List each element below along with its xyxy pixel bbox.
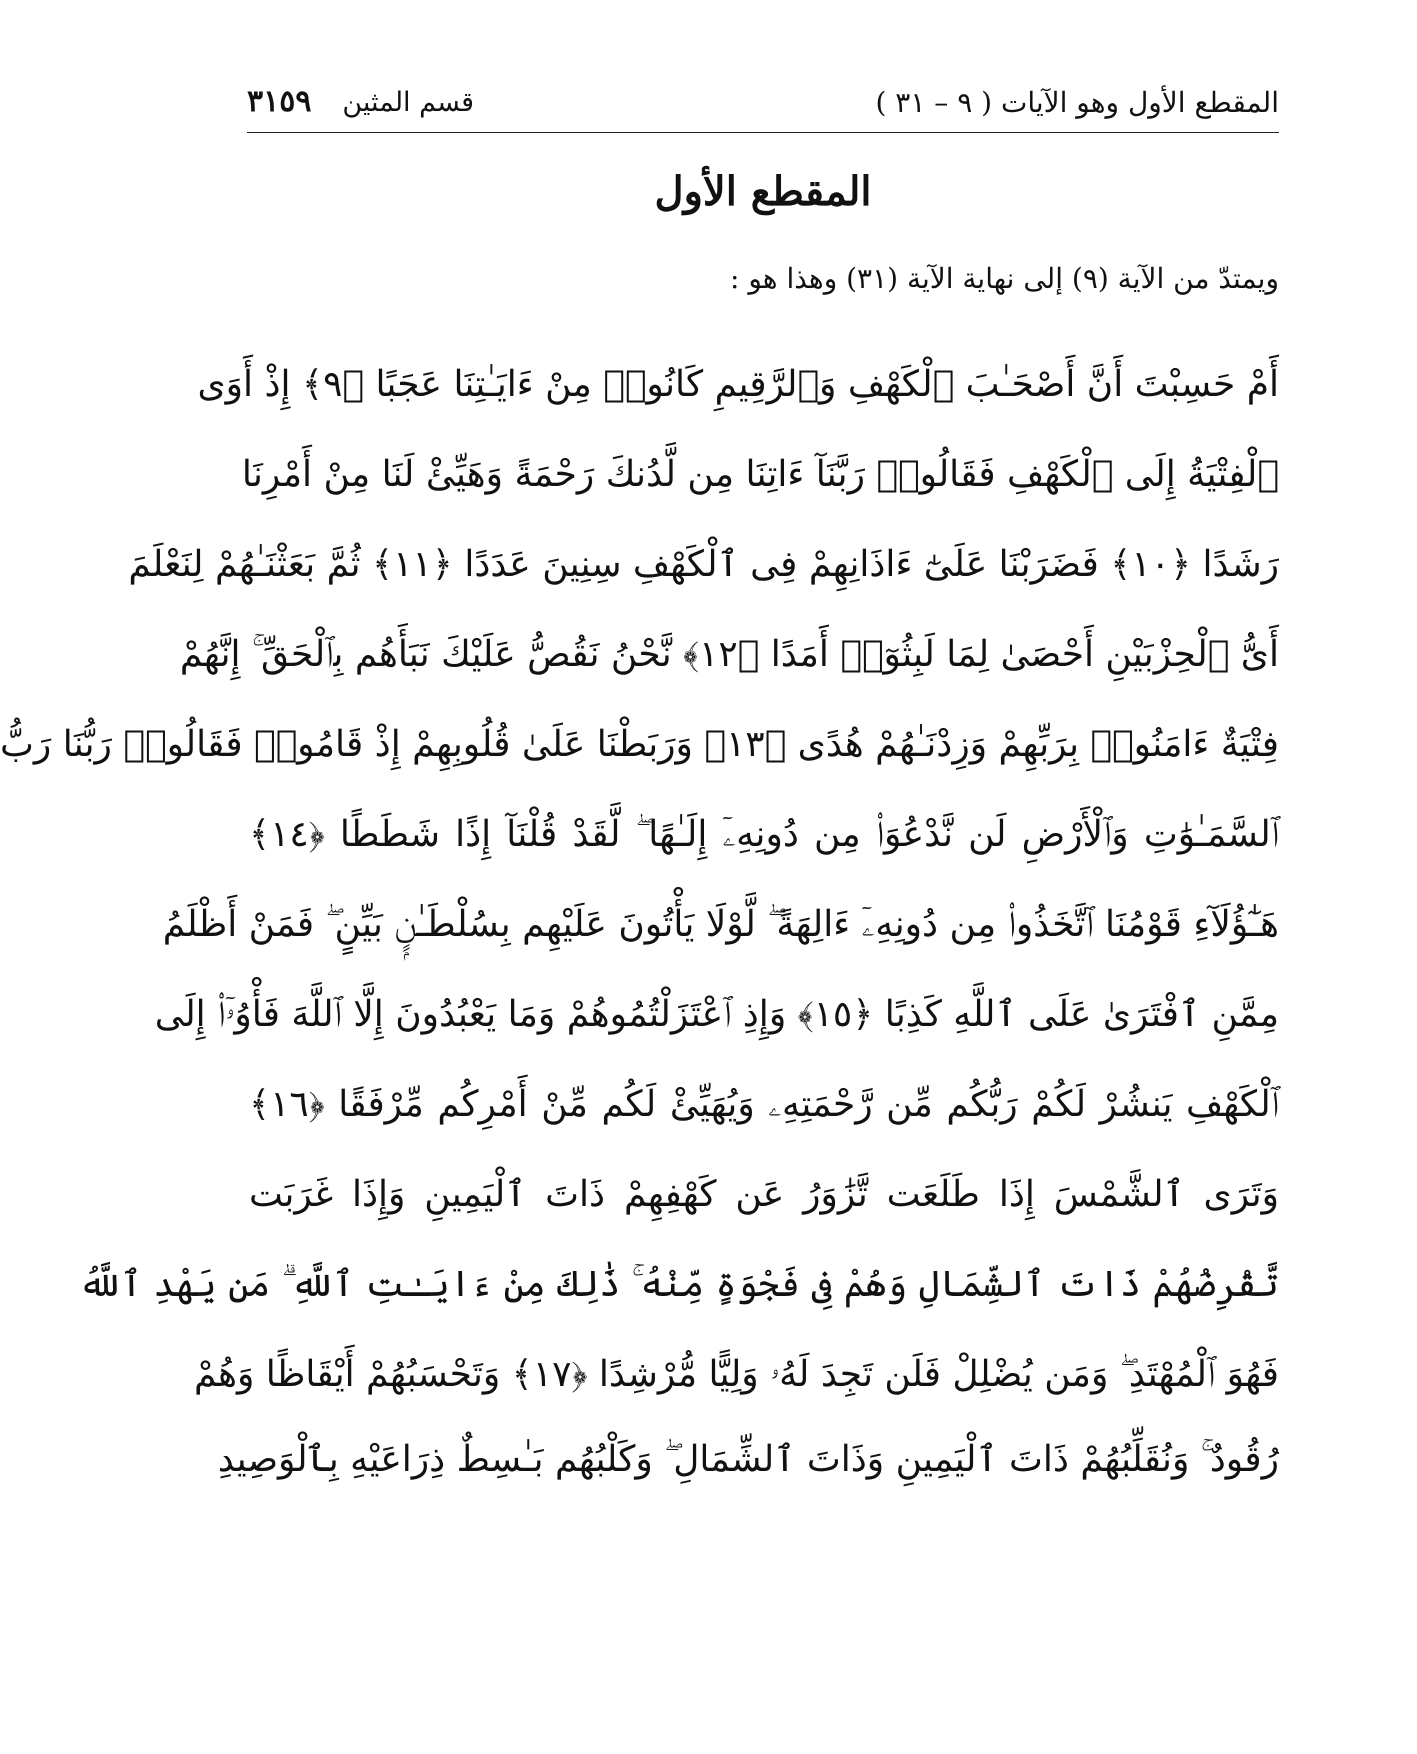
verse-line: ٱلسَّمَـٰوَٰتِ وَٱلْأَرْضِ لَن نَّدْعُوَا۟ مِن دُونِهِۦٓ إِلَـٰهًا ۖ لَّقَدْ قُلْنَآ إِذًا شَطَطًا ﴿١٤﴾ xyxy=(249,814,1279,855)
verse-line: فِتْيَةٌ ءَامَنُوا۟ بِرَبِّهِمْ وَزِدْنَـٰهُمْ هُدًى ﴿١٣﴾ وَرَبَطْنَا عَلَىٰ قُلُوبِهِمْ إِذْ قَامُوا۟ فَقَالُوا۟ رَبُّنَا رَبُّ xyxy=(0,724,1279,765)
header-book-name: قسم المثين xyxy=(342,87,475,118)
verse-line: مِمَّنِ ٱفْتَرَىٰ عَلَى ٱللَّهِ كَذِبًا ﴿١٥﴾ وَإِذِ ٱعْتَزَلْتُمُوهُمْ وَمَا يَعْبُدُونَ إِلَّا ٱللَّهَ فَأْوُۥٓا۟ إِلَى xyxy=(154,994,1279,1035)
verse-line: فَهُوَ ٱلْمُهْتَدِ ۖ وَمَن يُضْلِلْ فَلَن تَجِدَ لَهُۥ وَلِيًّا مُّرْشِدًا ﴿١٧﴾ وَتَحْسَبُهُمْ أَيْقَاظًا وَهُمْ xyxy=(194,1354,1279,1395)
header-section-title: المقطع الأول وهو الآيات ( ٩ – ٣١ ) xyxy=(875,86,1279,119)
section-heading: المقطع الأول xyxy=(654,168,872,215)
page-number: ٣١٥٩ xyxy=(247,84,312,119)
header-book-info xyxy=(247,84,474,119)
verse-block xyxy=(0,340,1279,1500)
verse-line: ٱلْفِتْيَةُ إِلَى ٱلْكَهْفِ فَقَالُوا۟ رَبَّنَآ ءَاتِنَا مِن لَّدُنكَ رَحْمَةً وَهَيِّئْ لَنَا مِنْ أَمْرِنَا xyxy=(241,454,1279,495)
verse-line: ٱلْكَهْفِ يَنشُرْ لَكُمْ رَبُّكُم مِّن رَّحْمَتِهِۦ وَيُهَيِّئْ لَكُم مِّنْ أَمْرِكُم مِّرْفَقًا ﴿١٦﴾ xyxy=(249,1084,1279,1125)
verse-line: أَمْ حَسِبْتَ أَنَّ أَصْحَـٰبَ ٱلْكَهْفِ وَٱلرَّقِيمِ كَانُوا۟ مِنْ ءَايَـٰتِنَا عَجَبًا ﴿٩﴾ إِذْ أَوَى xyxy=(197,364,1279,405)
intro-text: ويمتدّ من الآية (٩) إلى نهاية الآية (٣١) وهذا هو : xyxy=(729,262,1279,295)
running-header xyxy=(247,78,1279,128)
verse-line: رَشَدًا ﴿١٠﴾ فَضَرَبْنَا عَلَىٰٓ ءَاذَانِهِمْ فِى ٱلْكَهْفِ سِنِينَ عَدَدًا ﴿١١﴾ ثُمَّ بَعَثْنَـٰهُمْ لِنَعْلَمَ xyxy=(128,544,1279,585)
header-rule xyxy=(247,132,1279,133)
verse-line: أَىُّ ٱلْحِزْبَيْنِ أَحْصَىٰ لِمَا لَبِثُوٓا۟ أَمَدًا ﴿١٢﴾ نَّحْنُ نَقُصُّ عَلَيْكَ نَبَأَهُم بِٱلْحَقِّ ۚ إِنَّهُمْ xyxy=(179,634,1279,675)
verse-line: وَتَرَى ٱلشَّمْسَ إِذَا طَلَعَت تَّزَٰوَرُ عَن كَهْفِهِمْ ذَاتَ ٱلْيَمِينِ وَإِذَا غَرَبَت xyxy=(249,1174,1279,1215)
verse-line: هَـٰٓؤُلَآءِ قَوْمُنَا ٱتَّخَذُوا۟ مِن دُونِهِۦٓ ءَالِهَةً ۖ لَّوْلَا يَأْتُونَ عَلَيْهِم بِسُلْطَـٰنٍۭ بَيِّنٍ ۖ فَمَنْ أَظْلَمُ xyxy=(162,904,1279,945)
verse-line: تَّقْرِضُهُمْ ذَاتَ ٱلشِّمَالِ وَهُمْ فِى فَجْوَةٍ مِّنْهُ ۚ ذَٰلِكَ مِنْ ءَايَـٰتِ ٱللَّهِ ۗ مَن يَهْدِ ٱللَّهُ xyxy=(78,1264,1279,1305)
verse-line: رُقُودٌ ۚ وَنُقَلِّبُهُمْ ذَاتَ ٱلْيَمِينِ وَذَاتَ ٱلشِّمَالِ ۖ وَكَلْبُهُم بَـٰسِطٌ ذِرَاعَيْهِ بِٱلْوَصِيدِ xyxy=(217,1439,1279,1480)
